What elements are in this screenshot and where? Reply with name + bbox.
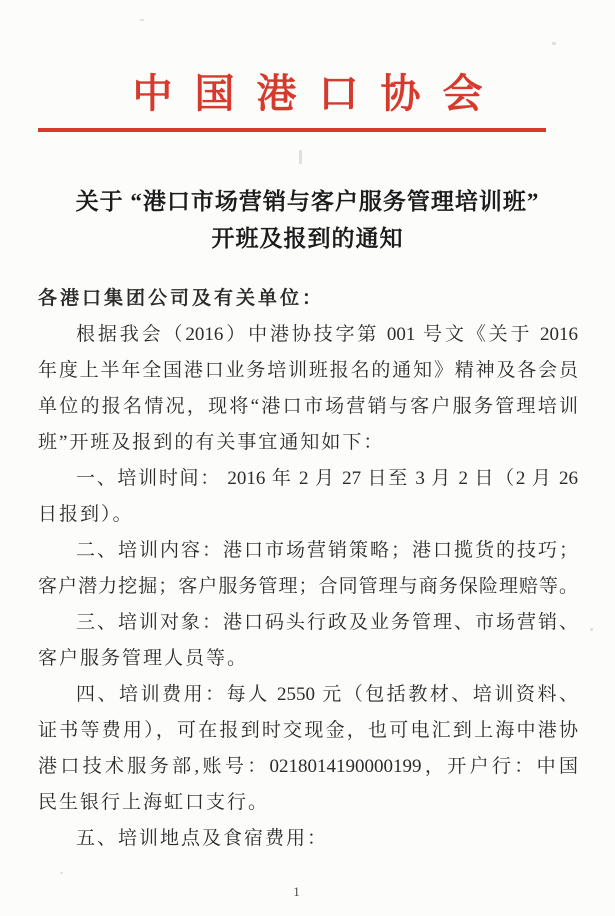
scan-artifact bbox=[60, 872, 63, 874]
body-line: 客户服务管理人员等。 bbox=[38, 648, 249, 669]
page-number: 1 bbox=[293, 884, 300, 899]
body-text bbox=[38, 281, 578, 857]
body-line: 证书等费用），可在报到时交现金，也可电汇到上海中港协 bbox=[38, 720, 578, 741]
scan-artifact bbox=[299, 150, 302, 164]
scan-artifact bbox=[140, 19, 144, 21]
doc-title-line1: 关于 “港口市场营销与客户服务管理培训班” bbox=[75, 189, 540, 214]
body-line: 四、培训费用：每人 2550 元（包括教材、培训资料、 bbox=[76, 684, 578, 705]
org-name: 中国港口协会 bbox=[132, 71, 505, 116]
salutation: 各港口集团公司及有关单位： bbox=[38, 288, 325, 309]
body-line: 单位的报名情况，现将“港口市场营销与客户服务管理培训 bbox=[38, 396, 578, 417]
doc-title bbox=[0, 183, 615, 257]
body-line: 三、培训对象：港口码头行政及业务管理、市场营销、 bbox=[76, 612, 578, 633]
doc-title-line2: 开班及报到的通知 bbox=[211, 226, 404, 251]
body-line: 民生银行上海虹口支行。 bbox=[38, 792, 270, 813]
body-line: 根据我会（2016）中港协技字第 001 号文《关于 2016 bbox=[76, 324, 578, 345]
body-line: 班”开班及报到的有关事宜通知如下： bbox=[38, 432, 385, 453]
scan-artifact bbox=[590, 628, 593, 631]
body-line: 客户潜力挖掘；客户服务管理；合同管理与商务保险理赔等。 bbox=[38, 576, 578, 597]
body-line: 年度上半年全国港口业务培训班报名的通知》精神及各会员 bbox=[38, 360, 578, 381]
body-line: 港口技术服务部,账号：0218014190000199，开户行：中国 bbox=[38, 756, 578, 777]
body-line: 日报到）。 bbox=[38, 504, 134, 525]
scan-artifact bbox=[552, 42, 556, 45]
body-line: 一、培训时间： 2016 年 2 月 27 日至 3 月 2 日（2 月 26 bbox=[76, 468, 578, 489]
body-line: 二、培训内容：港口市场营销策略；港口揽货的技巧； bbox=[76, 540, 578, 561]
body-line: 五、培训地点及食宿费用： bbox=[76, 828, 329, 849]
header-rule bbox=[38, 128, 546, 132]
